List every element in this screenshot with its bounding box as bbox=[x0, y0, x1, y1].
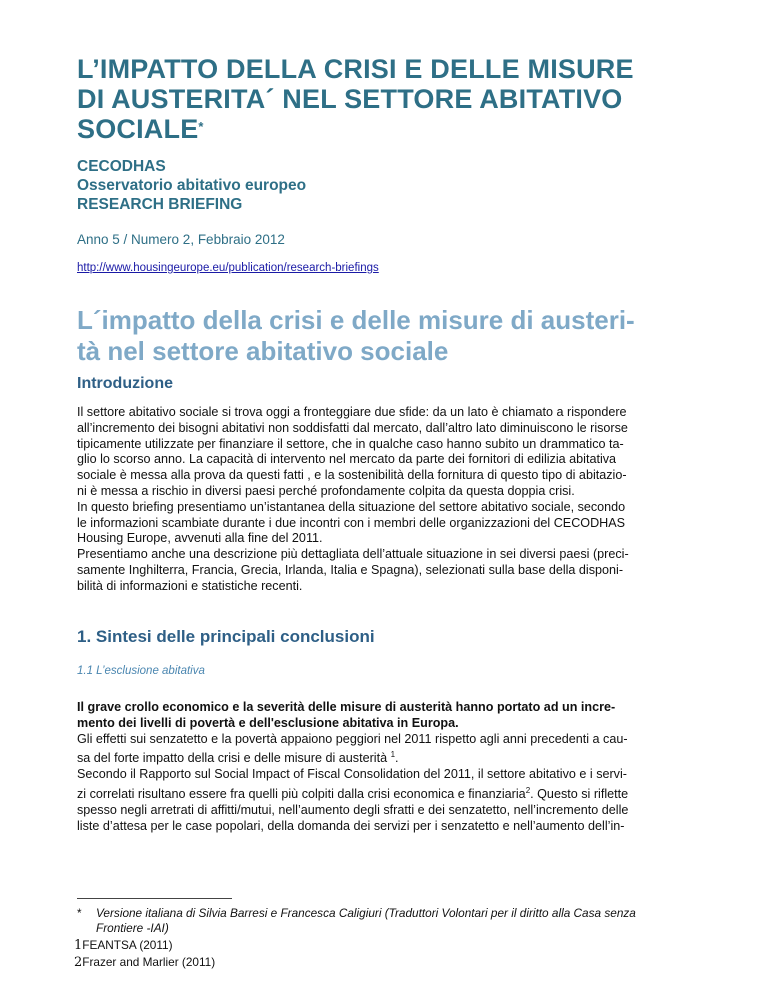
article-title bbox=[77, 305, 697, 367]
title-line-3: SOCIALE bbox=[77, 114, 199, 144]
intro-line: In questo briefing presentiamo un’istantanea della situazione del settore abitativo sociale, secondo bbox=[77, 499, 626, 514]
footnote-translator-line-2: Frontiere -IAI) bbox=[96, 921, 169, 935]
briefings-link[interactable]: http://www.housingeurope.eu/publication/research-briefings bbox=[77, 262, 379, 274]
footnote-2-number: 2 bbox=[74, 955, 83, 970]
body-line-4-end: . Questo si riflette bbox=[530, 787, 629, 802]
body-line-2: sa del forte impatto della crisi e delle misure di austerità bbox=[77, 751, 391, 766]
subsection-1-1-heading: 1.1 L’esclusione abitativa bbox=[77, 665, 205, 677]
footnote-2 bbox=[74, 955, 215, 970]
intro-line: sociale è messa alla prova da questi fatti , e la sostenibilità della fornitura di questo tipo di abitazio- bbox=[77, 468, 627, 483]
intro-line: Il settore abitativo sociale si trova oggi a fronteggiare due sfide: da un lato è chiamato a rispondere bbox=[77, 405, 627, 419]
title-footnote-mark: * bbox=[198, 119, 204, 134]
title-line-2: DI AUSTERITA´ NEL SETTORE ABITATIVO bbox=[77, 84, 623, 114]
body-line-5: spesso negli arretrati di affitti/mutui, nell’aumento degli sfratti e dei senzatetto, nell’incremento delle bbox=[77, 803, 629, 818]
document-title bbox=[77, 54, 697, 144]
body-line-4: zi correlati risultano essere fra quelli più colpiti dalla crisi economica e finanziaria bbox=[77, 787, 526, 802]
intro-line: tipicamente utilizzate per finanziare il settore, che in qualche caso hanno subito un drammatico ta- bbox=[77, 436, 624, 451]
body-line-3: Secondo il Rapporto sul Social Impact of Fiscal Consolidation del 2011, il settore abitativo e i servi- bbox=[77, 767, 627, 782]
footnote-ref-1[interactable]: 1 bbox=[390, 750, 396, 760]
issue-info: Anno 5 / Numero 2, Febbraio 2012 bbox=[77, 232, 285, 247]
article-title-line-1: L´impatto della crisi e delle misure di austeri- bbox=[77, 305, 635, 335]
intro-line: glio lo scorso anno. La capacità di intervento nel mercato da parte dei fornitori di edilizia abitativa bbox=[77, 452, 617, 467]
lead-line-1: Il grave crollo economico e la severità delle misure di austerità hanno portato ad un incre- bbox=[77, 700, 616, 714]
footnote-1 bbox=[74, 938, 173, 953]
article-title-line-2: tà nel settore abitativo sociale bbox=[77, 336, 449, 366]
footnote-2-text: Frazer and Marlier (2011) bbox=[82, 955, 216, 969]
section-1-heading: 1. Sintesi delle principali conclusioni bbox=[77, 627, 375, 646]
organization-block bbox=[77, 157, 306, 214]
lead-line-2: mento dei livelli di povertà e dell'esclusione abitativa in Europa. bbox=[77, 715, 459, 730]
title-line-1: L’IMPATTO DELLA CRISI E DELLE MISURE bbox=[77, 54, 634, 84]
footnote-1-number: 1 bbox=[74, 938, 83, 953]
footnote-star-mark: * bbox=[77, 906, 82, 920]
body-line-1: Gli effetti sui senzatetto e la povertà appaiono peggiori nel 2011 rispetto agli anni precedenti a cau- bbox=[77, 731, 628, 746]
intro-line: Housing Europe, avvenuti alla fine del 2011. bbox=[77, 531, 323, 546]
intro-paragraph bbox=[77, 405, 697, 595]
body-line-6: liste d’attesa per le case popolari, della domanda dei servizi per i senzatetto e nell’aumento dell’in- bbox=[77, 818, 625, 833]
intro-heading: Introduzione bbox=[77, 375, 173, 392]
intro-line: ni è messa a rischio in diversi paesi perché profondamente colpita da questa doppia crisi. bbox=[77, 483, 575, 498]
footnote-1-text: FEANTSA (2011) bbox=[82, 938, 173, 952]
intro-line: all’incremento dei bisogni abitativi non soddisfatti dal mercato, dall’altro lato diminuiscono le risorse bbox=[77, 420, 628, 435]
footnote-translator-text bbox=[96, 906, 697, 936]
footnote-ref-2[interactable]: 2 bbox=[525, 786, 531, 796]
footnote-translator-line-1: Versione italiana di Silvia Barresi e Francesca Caligiuri (Traduttori Volontari per il diritto alla Casa senza bbox=[96, 906, 636, 920]
section-1-paragraph bbox=[77, 700, 697, 835]
org-name: CECODHAS bbox=[77, 158, 166, 175]
footnote-divider bbox=[77, 898, 232, 899]
org-series: RESEARCH BRIEFING bbox=[77, 196, 243, 213]
intro-line: samente Inghilterra, Francia, Grecia, Irlanda, Italia e Spagna), selezionati sulla base della disponi- bbox=[77, 562, 624, 577]
intro-line: Presentiamo anche una descrizione più dettagliata dell’attuale situazione in sei diversi paesi (preci- bbox=[77, 547, 629, 562]
intro-line: le informazioni scambiate durante i due incontri con i membri delle organizzazioni del CECODHAS bbox=[77, 515, 626, 530]
intro-line: bilità di informazioni e statistiche recenti. bbox=[77, 578, 303, 593]
org-observatory: Osservatorio abitativo europeo bbox=[77, 177, 307, 194]
body-line-2-end: . bbox=[395, 751, 399, 766]
footnote-translator bbox=[77, 906, 697, 936]
